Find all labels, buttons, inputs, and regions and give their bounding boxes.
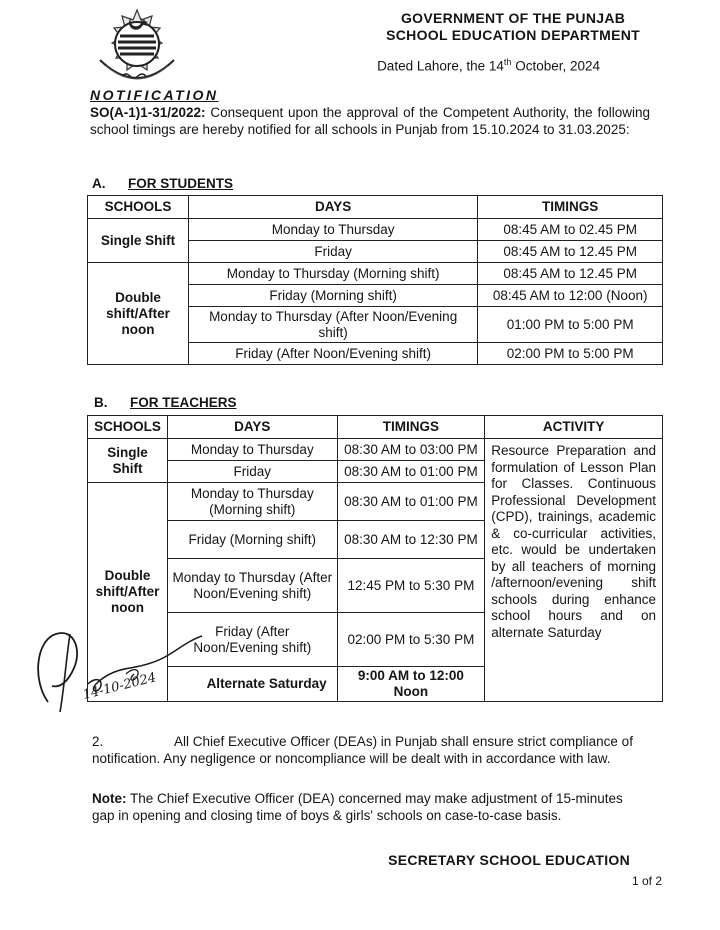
col-header-schools: SCHOOLS	[88, 196, 189, 219]
single-shift-label: Single Shift	[88, 219, 189, 263]
single-shift-label: Single Shift	[88, 439, 168, 483]
signatory-designation: SECRETARY SCHOOL EDUCATION	[388, 852, 630, 868]
paragraph-2-number: 2.	[92, 734, 104, 749]
section-a-number: A.	[92, 176, 106, 191]
days-cell: Friday (After Noon/Evening shift)	[188, 343, 477, 365]
timing-cell: 9:00 AM to 12:00 Noon	[337, 667, 485, 702]
days-cell: Monday to Thursday	[188, 219, 477, 241]
dated-suffix: October, 2024	[511, 58, 600, 74]
days-cell: Monday to Thursday (Morning shift)	[188, 263, 477, 285]
timing-cell: 08:30 AM to 01:00 PM	[337, 483, 485, 521]
timing-cell: 08:45 AM to 02.45 PM	[478, 219, 663, 241]
notification-title: NOTIFICATION	[90, 87, 219, 103]
days-cell: Monday to Thursday (Morning shift)	[167, 483, 337, 521]
timing-cell: 08:30 AM to 03:00 PM	[337, 439, 485, 461]
timing-cell: 08:45 AM to 12:00 (Noon)	[478, 285, 663, 307]
section-b-number: B.	[94, 395, 108, 410]
timing-cell: 12:45 PM to 5:30 PM	[337, 559, 485, 613]
table-row	[88, 263, 663, 285]
timing-cell: 08:45 AM to 12.45 PM	[478, 263, 663, 285]
days-cell: Friday (Morning shift)	[167, 521, 337, 559]
days-cell: Monday to Thursday (After Noon/Evening shift)	[188, 307, 477, 343]
col-header-timings: TIMINGS	[478, 196, 663, 219]
students-timing-table	[87, 195, 663, 365]
signature-icon	[30, 610, 240, 730]
govt-title: GOVERNMENT OF THE PUNJAB	[400, 10, 626, 26]
days-cell: Monday to Thursday (After Noon/Evening shift)	[167, 559, 337, 613]
dated-prefix: Dated Lahore, the 14	[377, 58, 504, 74]
signature-date: 14-10-2024	[81, 670, 158, 703]
paragraph-2	[92, 733, 637, 767]
double-shift-label: Double shift/After noon	[88, 263, 189, 365]
table-header-row	[88, 196, 663, 219]
paragraph-2-text: All Chief Executive Officer (DEAs) in Punjab shall ensure strict compliance of notification. Any negligence or noncompliance will be dealt with in accordance with law.	[92, 734, 633, 766]
page-number: 1 of 2	[631, 874, 662, 888]
table-header-row	[88, 416, 663, 439]
table-row	[88, 439, 663, 461]
punjab-govt-emblem-icon	[92, 8, 182, 90]
notification-paragraph	[90, 104, 650, 138]
note-label: Note:	[92, 791, 127, 806]
days-cell: Friday	[167, 461, 337, 483]
section-a-title: FOR STUDENTS	[128, 176, 234, 191]
days-cell: Friday (Morning shift)	[188, 285, 477, 307]
col-header-schools: SCHOOLS	[88, 416, 168, 439]
col-header-timings: TIMINGS	[337, 416, 485, 439]
double-shift-label: Double shift/After noon	[88, 483, 168, 702]
notification-body: Consequent upon the approval of the Competent Authority, the following school timings are hereby notified for all schools in Punjab from 15.10.2024 to 31.03.2025:	[90, 105, 650, 137]
note-paragraph	[92, 790, 637, 824]
col-header-days: DAYS	[167, 416, 337, 439]
days-cell: Monday to Thursday	[167, 439, 337, 461]
days-cell: Friday (After Noon/Evening shift)	[167, 613, 337, 667]
table-row	[88, 219, 663, 241]
col-header-activity: ACTIVITY	[485, 416, 663, 439]
timing-cell: 02:00 PM to 5:00 PM	[478, 343, 663, 365]
section-a-heading	[92, 176, 233, 191]
section-b-heading	[94, 395, 237, 410]
days-cell: Alternate Saturday	[167, 667, 337, 702]
dated-line	[377, 57, 600, 74]
section-b-title: FOR TEACHERS	[130, 395, 237, 410]
timing-cell: 01:00 PM to 5:00 PM	[478, 307, 663, 343]
days-cell: Friday	[188, 241, 477, 263]
department-title: SCHOOL EDUCATION DEPARTMENT	[386, 27, 640, 43]
timing-cell: 08:45 AM to 12.45 PM	[478, 241, 663, 263]
timing-cell: 02:00 PM to 5:30 PM	[337, 613, 485, 667]
note-text: The Chief Executive Officer (DEA) concerned may make adjustment of 15-minutes gap in opening and closing time of boys & girls' schools on case-to-case basis.	[92, 791, 623, 823]
reference-number: SO(A-1)1-31/2022:	[90, 105, 206, 120]
timing-cell: 08:30 AM to 12:30 PM	[337, 521, 485, 559]
col-header-days: DAYS	[188, 196, 477, 219]
letterhead	[386, 10, 640, 44]
timing-cell: 08:30 AM to 01:00 PM	[337, 461, 485, 483]
activity-cell: Resource Preparation and formulation of Lesson Plan for Classes. Continuous Professional Development (CPD), trainings, academic & co-curricular activities, etc. would be undertaken by all teachers of morning /afternoon/evening shift schools during enhance school hours and on alternate Saturday	[485, 439, 663, 702]
dated-sup: th	[503, 57, 512, 67]
